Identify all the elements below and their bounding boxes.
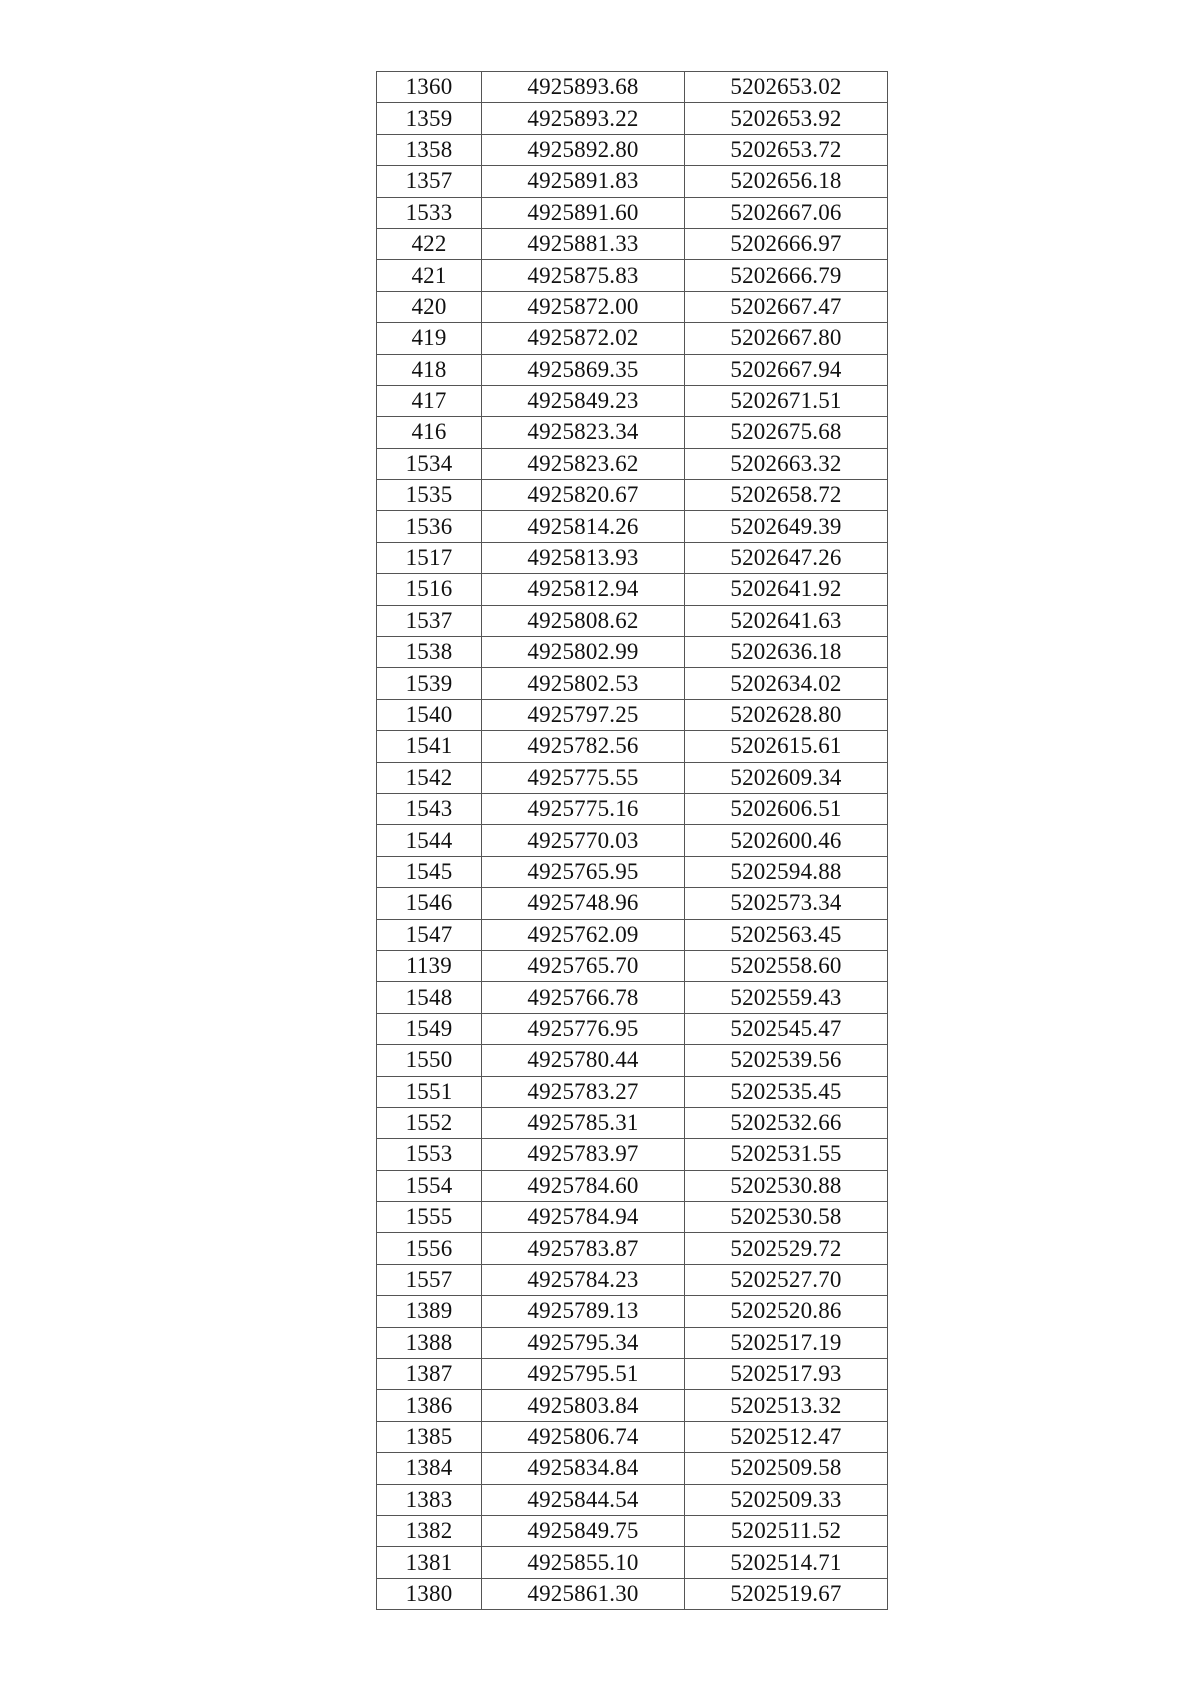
y-coordinate-cell: 5202663.32	[685, 448, 888, 479]
table-row	[377, 1139, 888, 1170]
x-coordinate-cell: 4925776.95	[482, 1013, 685, 1044]
y-coordinate-cell: 5202671.51	[685, 385, 888, 416]
table-row	[377, 793, 888, 824]
x-coordinate-cell: 4925789.13	[482, 1296, 685, 1327]
point-id-cell: 1533	[377, 197, 482, 228]
point-id-cell: 1547	[377, 919, 482, 950]
point-id-cell: 1516	[377, 574, 482, 605]
x-coordinate-cell: 4925785.31	[482, 1107, 685, 1138]
y-coordinate-cell: 5202509.33	[685, 1484, 888, 1515]
y-coordinate-cell: 5202519.67	[685, 1578, 888, 1609]
table-row	[377, 919, 888, 950]
table-row	[377, 323, 888, 354]
point-id-cell: 1557	[377, 1264, 482, 1295]
point-id-cell: 1388	[377, 1327, 482, 1358]
table-row	[377, 1076, 888, 1107]
point-id-cell: 1553	[377, 1139, 482, 1170]
table-row	[377, 228, 888, 259]
table-row	[377, 1107, 888, 1138]
table-row	[377, 731, 888, 762]
point-id-cell: 418	[377, 354, 482, 385]
table-row	[377, 1233, 888, 1264]
point-id-cell: 1382	[377, 1515, 482, 1546]
table-row	[377, 354, 888, 385]
table-row	[377, 480, 888, 511]
y-coordinate-cell: 5202535.45	[685, 1076, 888, 1107]
x-coordinate-cell: 4925893.68	[482, 72, 685, 103]
x-coordinate-cell: 4925802.53	[482, 668, 685, 699]
y-coordinate-cell: 5202667.06	[685, 197, 888, 228]
y-coordinate-cell: 5202520.86	[685, 1296, 888, 1327]
x-coordinate-cell: 4925784.60	[482, 1170, 685, 1201]
y-coordinate-cell: 5202667.80	[685, 323, 888, 354]
y-coordinate-cell: 5202656.18	[685, 166, 888, 197]
point-id-cell: 1548	[377, 982, 482, 1013]
x-coordinate-cell: 4925806.74	[482, 1421, 685, 1452]
x-coordinate-cell: 4925784.23	[482, 1264, 685, 1295]
point-id-cell: 1538	[377, 637, 482, 668]
table-row	[377, 1421, 888, 1452]
table-row	[377, 260, 888, 291]
x-coordinate-cell: 4925802.99	[482, 637, 685, 668]
x-coordinate-cell: 4925813.93	[482, 542, 685, 573]
table-row	[377, 637, 888, 668]
y-coordinate-cell: 5202658.72	[685, 480, 888, 511]
table-row	[377, 950, 888, 981]
table-row	[377, 856, 888, 887]
y-coordinate-cell: 5202647.26	[685, 542, 888, 573]
table-row	[377, 825, 888, 856]
x-coordinate-cell: 4925823.34	[482, 417, 685, 448]
y-coordinate-cell: 5202531.55	[685, 1139, 888, 1170]
coordinates-table-body	[377, 72, 888, 1610]
y-coordinate-cell: 5202600.46	[685, 825, 888, 856]
point-id-cell: 1539	[377, 668, 482, 699]
x-coordinate-cell: 4925783.27	[482, 1076, 685, 1107]
point-id-cell: 1541	[377, 731, 482, 762]
x-coordinate-cell: 4925783.87	[482, 1233, 685, 1264]
x-coordinate-cell: 4925875.83	[482, 260, 685, 291]
table-row	[377, 1515, 888, 1546]
y-coordinate-cell: 5202527.70	[685, 1264, 888, 1295]
table-row	[377, 888, 888, 919]
x-coordinate-cell: 4925795.34	[482, 1327, 685, 1358]
x-coordinate-cell: 4925765.70	[482, 950, 685, 981]
x-coordinate-cell: 4925893.22	[482, 103, 685, 134]
y-coordinate-cell: 5202666.79	[685, 260, 888, 291]
y-coordinate-cell: 5202529.72	[685, 1233, 888, 1264]
table-row	[377, 1327, 888, 1358]
y-coordinate-cell: 5202615.61	[685, 731, 888, 762]
x-coordinate-cell: 4925892.80	[482, 134, 685, 165]
y-coordinate-cell: 5202667.47	[685, 291, 888, 322]
point-id-cell: 1359	[377, 103, 482, 134]
point-id-cell: 422	[377, 228, 482, 259]
point-id-cell: 1517	[377, 542, 482, 573]
x-coordinate-cell: 4925803.84	[482, 1390, 685, 1421]
x-coordinate-cell: 4925784.94	[482, 1202, 685, 1233]
x-coordinate-cell: 4925780.44	[482, 1045, 685, 1076]
table-row	[377, 166, 888, 197]
table-row	[377, 103, 888, 134]
table-row	[377, 1547, 888, 1578]
x-coordinate-cell: 4925855.10	[482, 1547, 685, 1578]
x-coordinate-cell: 4925766.78	[482, 982, 685, 1013]
y-coordinate-cell: 5202609.34	[685, 762, 888, 793]
x-coordinate-cell: 4925775.16	[482, 793, 685, 824]
table-row	[377, 1484, 888, 1515]
y-coordinate-cell: 5202514.71	[685, 1547, 888, 1578]
y-coordinate-cell: 5202509.58	[685, 1453, 888, 1484]
y-coordinate-cell: 5202653.72	[685, 134, 888, 165]
point-id-cell: 1556	[377, 1233, 482, 1264]
point-id-cell: 1551	[377, 1076, 482, 1107]
x-coordinate-cell: 4925834.84	[482, 1453, 685, 1484]
point-id-cell: 1384	[377, 1453, 482, 1484]
table-row	[377, 1013, 888, 1044]
y-coordinate-cell: 5202513.32	[685, 1390, 888, 1421]
x-coordinate-cell: 4925872.00	[482, 291, 685, 322]
x-coordinate-cell: 4925869.35	[482, 354, 685, 385]
y-coordinate-cell: 5202517.93	[685, 1359, 888, 1390]
table-row	[377, 574, 888, 605]
x-coordinate-cell: 4925881.33	[482, 228, 685, 259]
point-id-cell: 1537	[377, 605, 482, 636]
x-coordinate-cell: 4925770.03	[482, 825, 685, 856]
table-row	[377, 605, 888, 636]
x-coordinate-cell: 4925765.95	[482, 856, 685, 887]
table-row	[377, 1359, 888, 1390]
y-coordinate-cell: 5202606.51	[685, 793, 888, 824]
y-coordinate-cell: 5202512.47	[685, 1421, 888, 1452]
point-id-cell: 1358	[377, 134, 482, 165]
coordinates-table	[376, 71, 888, 1610]
table-row	[377, 511, 888, 542]
point-id-cell: 1357	[377, 166, 482, 197]
y-coordinate-cell: 5202649.39	[685, 511, 888, 542]
x-coordinate-cell: 4925783.97	[482, 1139, 685, 1170]
point-id-cell: 1549	[377, 1013, 482, 1044]
y-coordinate-cell: 5202530.58	[685, 1202, 888, 1233]
table-row	[377, 1202, 888, 1233]
point-id-cell: 1383	[377, 1484, 482, 1515]
x-coordinate-cell: 4925820.67	[482, 480, 685, 511]
x-coordinate-cell: 4925808.62	[482, 605, 685, 636]
point-id-cell: 1543	[377, 793, 482, 824]
table-row	[377, 72, 888, 103]
point-id-cell: 1536	[377, 511, 482, 542]
point-id-cell: 1544	[377, 825, 482, 856]
table-row	[377, 448, 888, 479]
table-row	[377, 762, 888, 793]
y-coordinate-cell: 5202517.19	[685, 1327, 888, 1358]
table-row	[377, 1296, 888, 1327]
y-coordinate-cell: 5202641.92	[685, 574, 888, 605]
x-coordinate-cell: 4925844.54	[482, 1484, 685, 1515]
y-coordinate-cell: 5202641.63	[685, 605, 888, 636]
y-coordinate-cell: 5202666.97	[685, 228, 888, 259]
x-coordinate-cell: 4925861.30	[482, 1578, 685, 1609]
x-coordinate-cell: 4925775.55	[482, 762, 685, 793]
y-coordinate-cell: 5202675.68	[685, 417, 888, 448]
point-id-cell: 419	[377, 323, 482, 354]
x-coordinate-cell: 4925849.75	[482, 1515, 685, 1546]
table-row	[377, 542, 888, 573]
x-coordinate-cell: 4925782.56	[482, 731, 685, 762]
y-coordinate-cell: 5202558.60	[685, 950, 888, 981]
point-id-cell: 1360	[377, 72, 482, 103]
point-id-cell: 1387	[377, 1359, 482, 1390]
table-row	[377, 134, 888, 165]
point-id-cell: 1550	[377, 1045, 482, 1076]
point-id-cell: 1385	[377, 1421, 482, 1452]
table-row	[377, 668, 888, 699]
point-id-cell: 1554	[377, 1170, 482, 1201]
x-coordinate-cell: 4925762.09	[482, 919, 685, 950]
y-coordinate-cell: 5202545.47	[685, 1013, 888, 1044]
point-id-cell: 1545	[377, 856, 482, 887]
y-coordinate-cell: 5202559.43	[685, 982, 888, 1013]
x-coordinate-cell: 4925812.94	[482, 574, 685, 605]
point-id-cell: 1534	[377, 448, 482, 479]
point-id-cell: 420	[377, 291, 482, 322]
y-coordinate-cell: 5202653.02	[685, 72, 888, 103]
x-coordinate-cell: 4925849.23	[482, 385, 685, 416]
x-coordinate-cell: 4925814.26	[482, 511, 685, 542]
x-coordinate-cell: 4925795.51	[482, 1359, 685, 1390]
point-id-cell: 1540	[377, 699, 482, 730]
y-coordinate-cell: 5202634.02	[685, 668, 888, 699]
x-coordinate-cell: 4925823.62	[482, 448, 685, 479]
x-coordinate-cell: 4925872.02	[482, 323, 685, 354]
x-coordinate-cell: 4925748.96	[482, 888, 685, 919]
point-id-cell: 1381	[377, 1547, 482, 1578]
y-coordinate-cell: 5202532.66	[685, 1107, 888, 1138]
point-id-cell: 1386	[377, 1390, 482, 1421]
y-coordinate-cell: 5202530.88	[685, 1170, 888, 1201]
x-coordinate-cell: 4925797.25	[482, 699, 685, 730]
point-id-cell: 421	[377, 260, 482, 291]
table-row	[377, 982, 888, 1013]
y-coordinate-cell: 5202628.80	[685, 699, 888, 730]
point-id-cell: 1546	[377, 888, 482, 919]
y-coordinate-cell: 5202653.92	[685, 103, 888, 134]
table-row	[377, 385, 888, 416]
y-coordinate-cell: 5202573.34	[685, 888, 888, 919]
table-row	[377, 699, 888, 730]
x-coordinate-cell: 4925891.83	[482, 166, 685, 197]
table-row	[377, 1578, 888, 1609]
table-row	[377, 197, 888, 228]
table-row	[377, 1045, 888, 1076]
point-id-cell: 1542	[377, 762, 482, 793]
y-coordinate-cell: 5202667.94	[685, 354, 888, 385]
table-row	[377, 1170, 888, 1201]
y-coordinate-cell: 5202511.52	[685, 1515, 888, 1546]
table-row	[377, 417, 888, 448]
point-id-cell: 1535	[377, 480, 482, 511]
point-id-cell: 416	[377, 417, 482, 448]
y-coordinate-cell: 5202539.56	[685, 1045, 888, 1076]
table-row	[377, 1453, 888, 1484]
table-row	[377, 1390, 888, 1421]
table-row	[377, 1264, 888, 1295]
y-coordinate-cell: 5202636.18	[685, 637, 888, 668]
y-coordinate-cell: 5202594.88	[685, 856, 888, 887]
point-id-cell: 1380	[377, 1578, 482, 1609]
point-id-cell: 1139	[377, 950, 482, 981]
point-id-cell: 417	[377, 385, 482, 416]
point-id-cell: 1552	[377, 1107, 482, 1138]
table-row	[377, 291, 888, 322]
y-coordinate-cell: 5202563.45	[685, 919, 888, 950]
x-coordinate-cell: 4925891.60	[482, 197, 685, 228]
point-id-cell: 1555	[377, 1202, 482, 1233]
point-id-cell: 1389	[377, 1296, 482, 1327]
